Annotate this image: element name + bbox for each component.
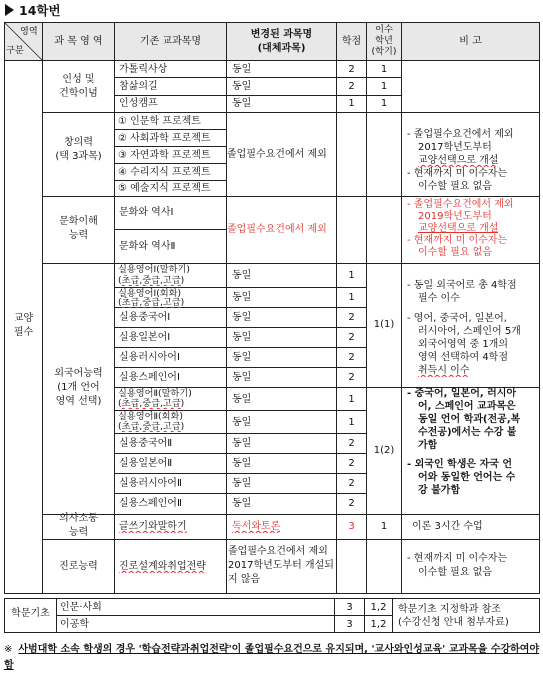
course-old-level: (초급,중급,고급) — [118, 398, 185, 409]
course-old: 실용러시아어Ⅰ — [119, 352, 180, 363]
remark-line: 2017학년도부터 — [418, 142, 492, 153]
course-old-level: (초급,중급,고급) — [118, 297, 185, 308]
remark-line: 필수 이수 — [418, 293, 460, 304]
remark-line: 외국어영역 중 1개의 — [418, 339, 508, 350]
course-new: 동일 — [232, 64, 252, 75]
remark-line: 어, 스페인어 교과목은 — [418, 401, 516, 412]
remark-line: 어와 동일한 언어는 수 — [418, 472, 516, 483]
note-text-1: 사범대학 소속 학생의 경우 '학습전략과취업전략'이 졸업필수요건으로 유지되며, — [18, 644, 372, 655]
course-old: 인성캠프 — [119, 98, 158, 109]
course-old: ④ 수리지식 프로젝트 — [118, 167, 211, 178]
basic-year: 1,2 — [370, 619, 387, 630]
course-new: 동일 — [232, 352, 252, 363]
course-year: 1 — [380, 98, 388, 109]
course-old: 실용스페인어Ⅰ — [119, 372, 180, 383]
remark-line: 수전공)에서는 수강 불 — [418, 427, 517, 438]
header-credits: 학점 — [341, 36, 362, 47]
remark-line: 동일 언어 학과(전공,복 — [418, 414, 521, 425]
basic-credits: 3 — [346, 602, 353, 613]
course-old: 실용영어Ⅱ(회화) — [118, 411, 183, 422]
course-new: 동일 — [232, 312, 252, 323]
remark-line: 이수할 필요 없음 — [418, 567, 492, 578]
remark-line: 이수할 필요 없음 — [418, 247, 492, 258]
remark-line: 이론 3시간 수업 — [412, 521, 483, 532]
remark-line: 영역 선택하여 4학점 — [418, 352, 508, 363]
area-creativity: 창의력 (택 3과목) — [55, 137, 102, 162]
basic-remark: (수강신청 안내 첨부자료) — [398, 617, 509, 628]
remark-line: 강 불가함 — [418, 485, 461, 496]
course-new: 동일 — [232, 498, 252, 509]
remark-line: - 중국어, 일본어, 러시아 — [407, 388, 517, 399]
course-old: 참삶의길 — [119, 81, 158, 92]
course-new: 동일 — [232, 270, 252, 281]
course-credits: 1 — [348, 394, 355, 405]
course-credits: 2 — [348, 438, 355, 449]
course-old-level: (초급,중급,고급) — [118, 275, 185, 286]
header-completion: 이수 — [375, 24, 393, 35]
course-old: 가톨릭사상 — [119, 64, 168, 75]
course-new: 2017학년도부터 개설되 — [228, 560, 334, 571]
basic-row-humanities: 인문·사회 — [60, 602, 102, 613]
remark-line: - 현재까지 미 이수자는 — [407, 168, 508, 179]
course-new: 지 않음 — [228, 574, 261, 585]
basic-year: 1,2 — [370, 602, 387, 613]
course-credits: 2 — [348, 372, 355, 383]
remark-line: 취득시 이수 — [418, 365, 470, 376]
course-old: 실용일본어Ⅰ — [119, 332, 171, 343]
course-new: 동일 — [232, 81, 252, 92]
basic-row-science: 이공학 — [60, 619, 89, 630]
remark-line: - 현재까지 미 이수자는 — [407, 553, 508, 564]
area-foreign-language: 외국어능력 (1개 언어 영역 선택) — [54, 368, 103, 407]
area-culture: 문화이해 능력 — [59, 216, 98, 241]
course-old: ② 사회과학 프로젝트 — [118, 133, 211, 144]
course-new: 동일 — [232, 478, 252, 489]
course-new: 동일 — [232, 458, 252, 469]
course-credits: 2 — [348, 312, 355, 323]
course-new: 동일 — [232, 98, 252, 109]
course-new: 동일 — [232, 438, 252, 449]
course-old: 실용영어Ⅱ(말하기) — [118, 388, 192, 399]
area-career: 진로능력 — [59, 561, 98, 572]
course-credits: 2 — [348, 498, 355, 509]
header-completion-3: (학기) — [371, 46, 397, 57]
course-new: 동일 — [232, 417, 252, 428]
remark-line: 이수할 필요 없음 — [418, 181, 492, 192]
course-new: 동일 — [232, 332, 252, 343]
liberal-required-label: 교양 필수 — [13, 313, 34, 338]
course-old-level: (초급,중급,고급) — [118, 421, 185, 432]
basic-remark: 학문기초 지정학과 참조 — [398, 604, 501, 615]
area-communication: 의사소통 능력 — [59, 513, 98, 538]
course-old: 글쓰기와말하기 — [119, 521, 187, 532]
course-credits: 2 — [348, 458, 355, 469]
course-new: 동일 — [232, 372, 252, 383]
course-credits: 1 — [348, 270, 355, 281]
note-mark: ※ — [4, 644, 13, 655]
area-character: 인성 및 건학이념 — [59, 74, 98, 99]
remark-line: - 졸업필수요건에서 제외 — [407, 199, 514, 210]
course-credits: 2 — [348, 352, 355, 363]
remark-line: 러시아어, 스페인어 5개 — [418, 326, 521, 337]
course-credits: 1 — [348, 98, 355, 109]
course-old: 실용중국어Ⅱ — [119, 438, 173, 449]
header-division: 구분 — [6, 45, 24, 56]
course-old: ⑤ 예술지식 프로젝트 — [118, 183, 211, 194]
remark-line: 2019학년도부터 — [418, 211, 492, 222]
remark-line: 교양선택으로 개설 — [418, 155, 499, 166]
course-old: 실용러시아어Ⅱ — [119, 478, 182, 489]
heading-text: 14학번 — [19, 3, 61, 18]
course-credits: 2 — [348, 478, 355, 489]
header-remarks: 비 고 — [459, 36, 482, 47]
remark-line: - 동일 외국어로 총 4학점 — [407, 280, 517, 291]
course-old: 진로설계와취업전략 — [119, 561, 206, 572]
course-credits: 3 — [348, 521, 355, 532]
course-new: 독서와토론 — [232, 521, 281, 532]
remark-line: - 현재까지 미 이수자는 — [407, 235, 508, 246]
course-year: 1 — [380, 81, 388, 92]
course-year: 1(2) — [373, 445, 395, 456]
course-credits: 1 — [348, 417, 355, 428]
course-new: 졸업필수요건에서 제외 — [227, 224, 327, 235]
remark-line: - 외국인 학생은 자국 언 — [407, 459, 513, 470]
course-credits: 2 — [348, 81, 355, 92]
course-old: 실용일본어Ⅱ — [119, 458, 173, 469]
course-old: ① 인문학 프로젝트 — [118, 116, 201, 127]
course-year: 1 — [380, 521, 388, 532]
course-old: 문화와 역사Ⅰ — [119, 207, 174, 218]
remark-line: - 영어, 중국어, 일본어, — [407, 313, 507, 324]
note-text-2: '교사와인성교육' 교과목을 수강하여야 함 — [4, 644, 540, 671]
course-year: 1(1) — [373, 319, 395, 330]
basic-studies-label: 학문기초 — [11, 608, 50, 619]
course-old: 실용영어Ⅰ(회화) — [118, 288, 182, 299]
header-completion-2: 학년 — [375, 35, 393, 46]
header-new-course-sub: (대체과목) — [257, 43, 306, 54]
course-old: 실용중국어Ⅰ — [119, 312, 171, 323]
course-old: 실용스페인어Ⅱ — [119, 498, 182, 509]
course-old: ③ 자연과학 프로젝트 — [118, 150, 211, 161]
course-credits: 2 — [348, 64, 355, 75]
course-credits: 1 — [348, 292, 355, 303]
basic-credits: 3 — [346, 619, 353, 630]
remark-line: - 졸업필수요건에서 제외 — [407, 129, 514, 140]
header-old-course: 기존 교과목명 — [139, 36, 202, 47]
course-new: 졸업필수요건에서 제외 — [228, 546, 328, 557]
course-new: 졸업필수요건에서 제외 — [227, 149, 327, 160]
course-new: 동일 — [232, 292, 252, 303]
course-credits: 2 — [348, 332, 355, 343]
course-old: 문화와 역사Ⅱ — [119, 241, 176, 252]
header-new-course: 변경된 과목명 — [250, 29, 313, 40]
header-course-area: 과 목 영 역 — [54, 36, 103, 47]
remark-line: 가함 — [418, 440, 438, 451]
remark-line: 교양선택으로 개설 — [418, 223, 499, 234]
footnote — [4, 642, 540, 674]
course-old: 실용영어Ⅰ(말하기) — [118, 264, 191, 275]
course-new: 동일 — [232, 394, 252, 405]
course-year: 1 — [380, 64, 388, 75]
header-area: 영역 — [20, 26, 38, 37]
